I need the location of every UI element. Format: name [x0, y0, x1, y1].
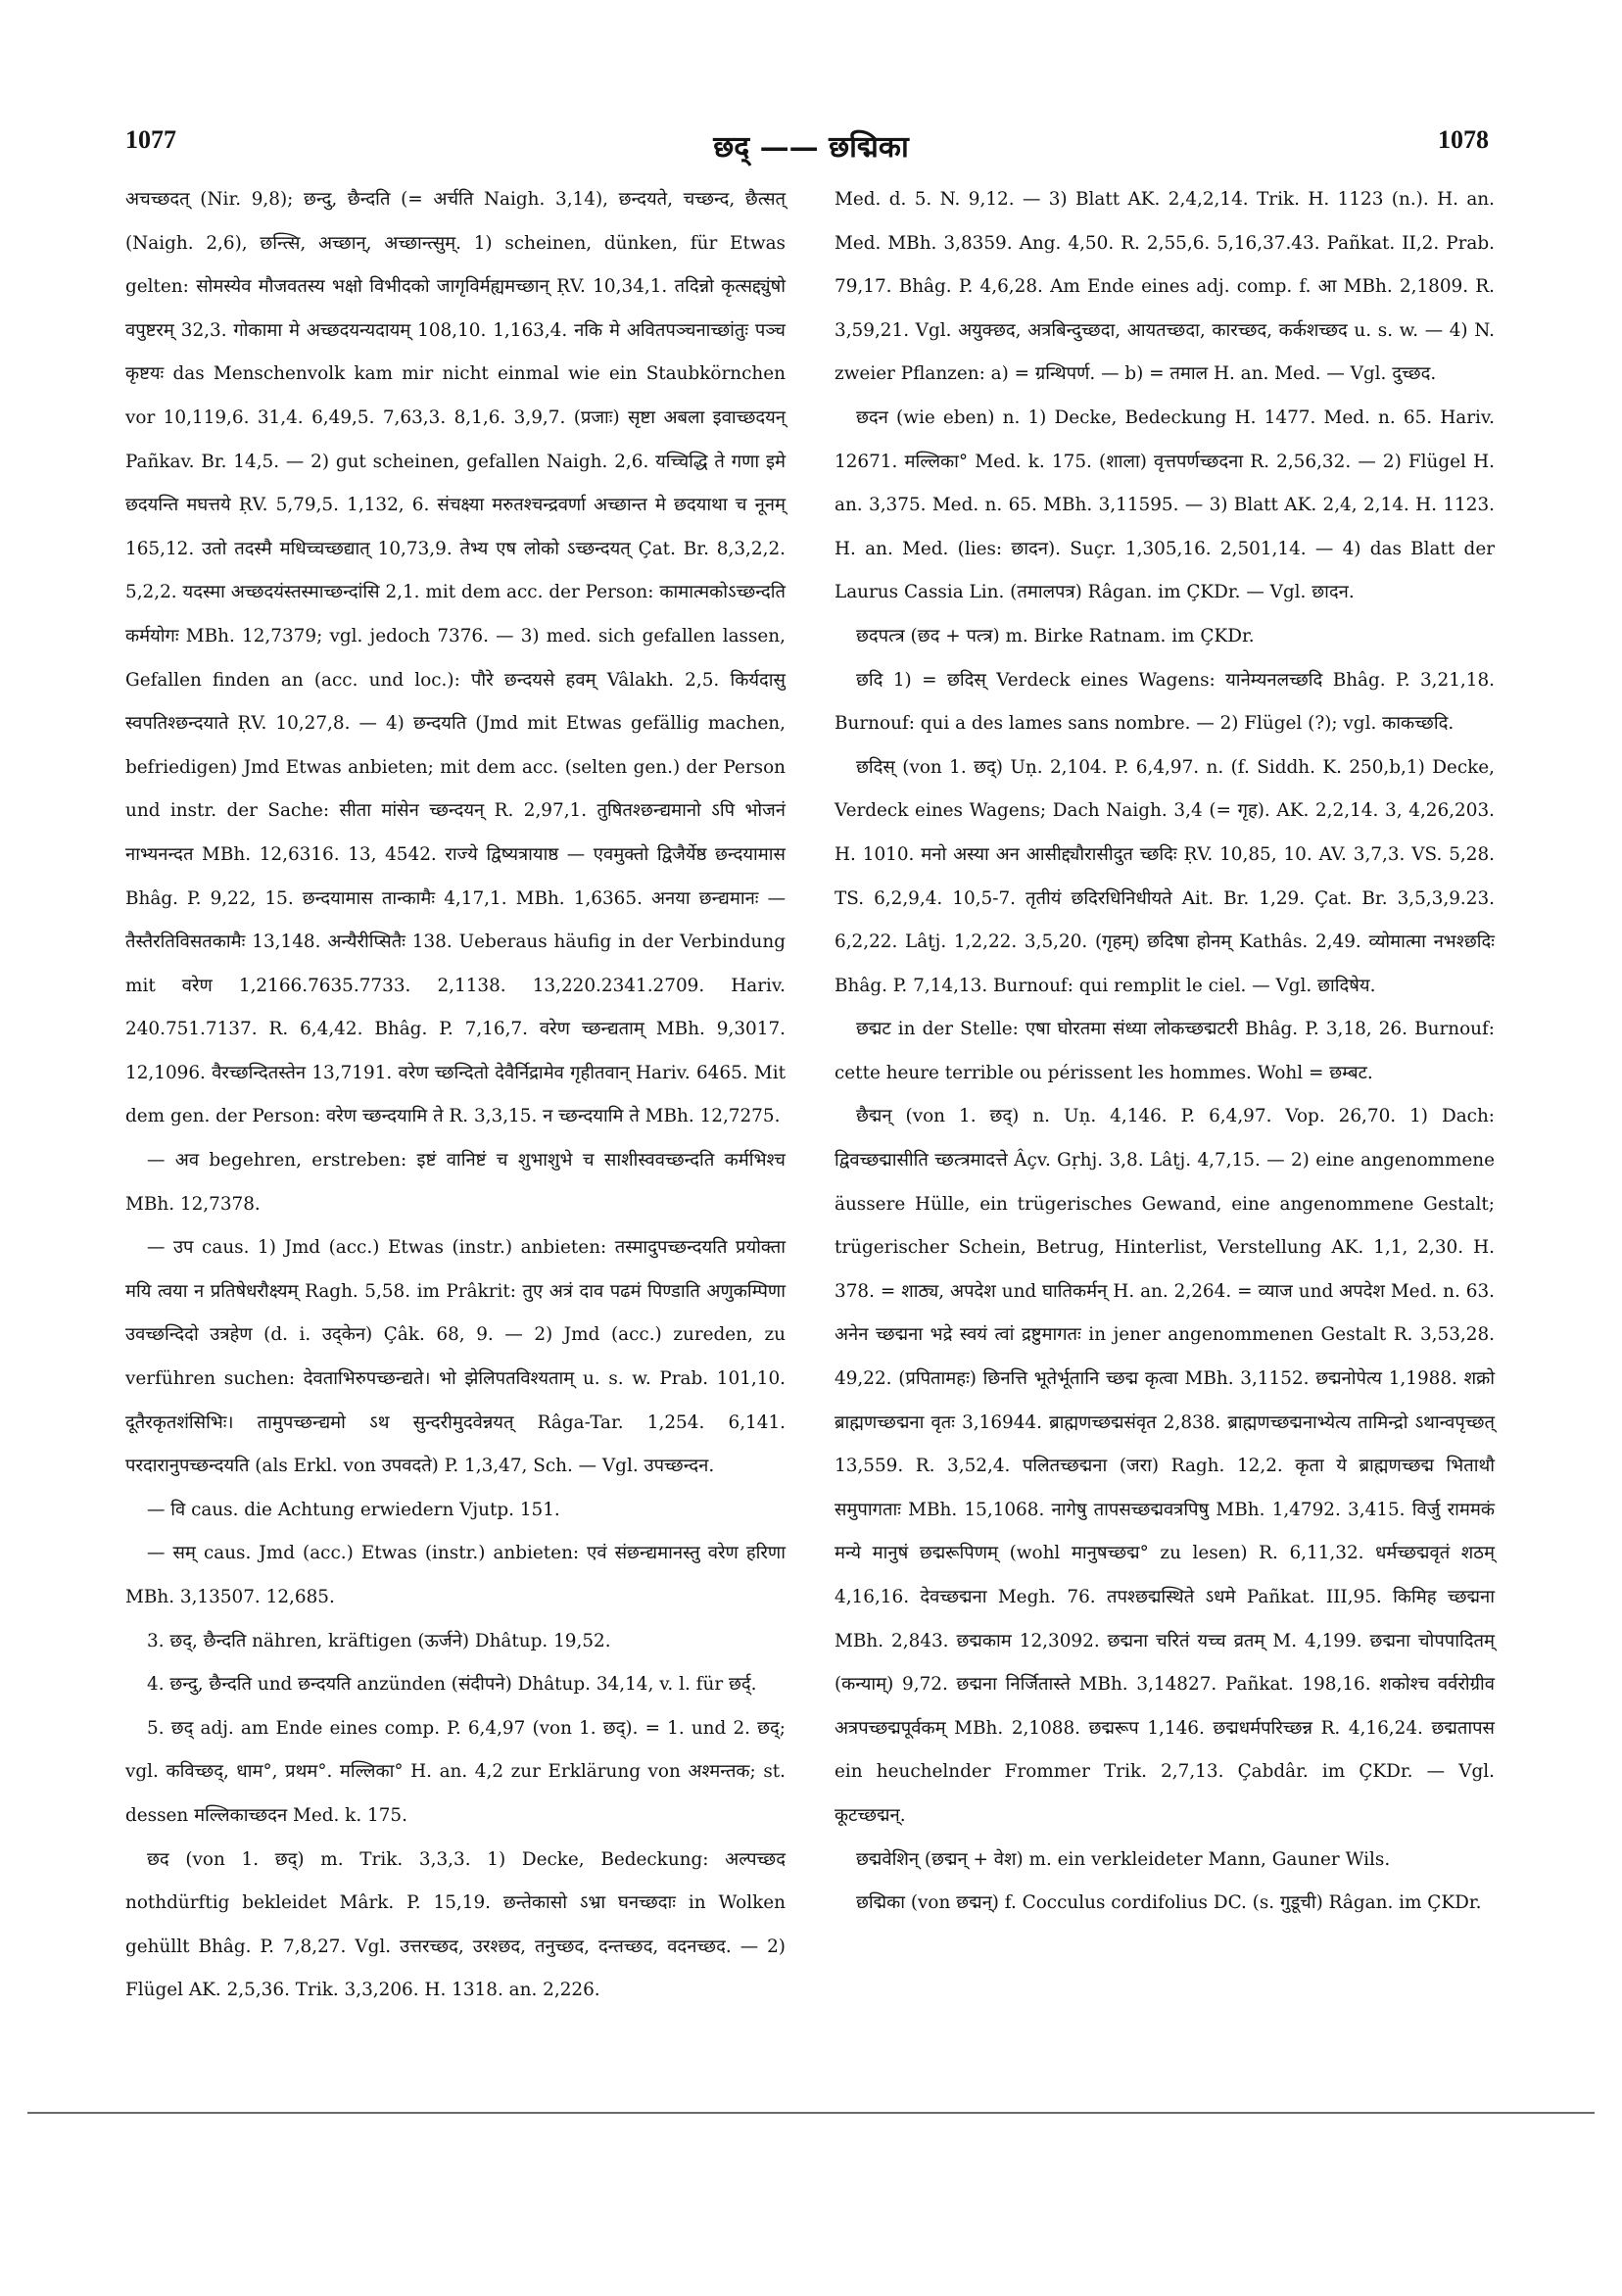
entry-paragraph: छदि 1) = छदिस् Verdeck eines Wagens: यानेम्यनलच्छदि Bhâg. P. 3,21,18. Burnouf: qui a des lames sans nombre. — 2) Flügel (?); vgl. काकच्छदि. [835, 669, 1495, 735]
left-column [125, 178, 786, 2001]
bottom-rule [27, 2112, 1595, 2114]
right-column [835, 178, 1495, 1971]
entry-paragraph: छद्मट in der Stelle: एषा घोरतमा संध्या लोकच्छद्मटरी Bhâg. P. 3,18, 26. Burnouf: cette heure terrible ou périssent les hommes. Wohl = छम्बट. [835, 1019, 1495, 1083]
entry-paragraph: छद्मिका (von छद्मन्) f. Cocculus cordifolius DC. (s. गुडूची) Râgan. im ÇKDr. [856, 1892, 1482, 1914]
entry-paragraph: छदिस् (von 1. छद्) Uṇ. 2,104. P. 6,4,97. n. (f. Siddh. K. 250,b,1) Decke, Verdeck eines Wagens; Dach Naigh. 3,4 (= गृह). AK. 2,2,14. 3, 4,26,203. H. 1010. मनो अस्या अन आसीद्द्यौरासीदुत च्छदिः ṚV. 10,85, 10. AV. 3,7,3. VS. 5,28. TS. 6,2,9,4. 10,5-7. तृतीयं छदिरधिनिधीयते Ait. Br. 1,29. Çat. Br. 3,5,3,9.23. 6,2,22. Lâṭj. 1,2,22. 3,5,20. (गृहम्) छदिषा होनम् Kathâs. 2,49. व्योमात्मा नभश्छदिः Bhâg. P. 7,14,13. Burnouf: qui remplit le ciel. — Vgl. छादिषेय. [835, 756, 1495, 996]
entry-paragraph: Med. d. 5. N. 9,12. — 3) Blatt AK. 2,4,2,14. Trik. H. 1123 (n.). H. an. Med. MBh. 3,8359. Ang. 4,50. R. 2,55,6. 5,16,37.43. Pañkat. II,2. Prab. 79,17. Bhâg. P. 4,6,28. Am Ende eines adj. comp. f. आ MBh. 2,1809. R. 3,59,21. Vgl. अयुक्छद, अत्रबिन्दुच्छदा, आयतच्छदा, कारच्छद, कर्कशच्छद u. s. w. — 4) N. zweier Pflanzen: a) = ग्रन्थिपर्ण. — b) = तमाल H. an. Med. — Vgl. दुच्छद. [835, 189, 1495, 385]
entry-paragraph: — उप caus. 1) Jmd (acc.) Etwas (instr.) anbieten: तस्मादुपच्छन्दयति प्रयोक्ता मयि त्वया न प्रतिषेधरौक्ष्यम् Ragh. 5,58. im Prâkrit: तुए अत्रं दाव पढमं पिण्डाति अणुकम्पिणा उवच्छन्दिदो उत्रहेण (d. i. उद्केन) Çâk. 68, 9. — 2) Jmd (acc.) zureden, zu verführen suchen: देवताभिरुपच्छन्द्यते। भो झेलिपतविश्यताम् u. s. w. Prab. 101,10. दूतैरकृतशंसिभिः। तामुपच्छन्द्यमो ऽथ सुन्दरीमुदवेन्नयत् Râga-Tar. 1,254. 6,141. परदारानुपच्छन्दयति (als Erkl. von उपवदते) P. 1,3,47, Sch. — Vgl. उपच्छन्दन. [125, 1237, 786, 1477]
entry-paragraph: छदपत्त्र (छद + पत्त्र) m. Birke Ratnam. im ÇKDr. [856, 625, 1255, 646]
entry-paragraph: — सम् caus. Jmd (acc.) Etwas (instr.) anbieten: एवं संछन्द्यमानस्तु वरेण हरिणा MBh. 3,13507. 12,685. [125, 1543, 786, 1607]
entry-paragraph: छद्मवेशिन् (छद्मन् + वेश) m. ein verkleideter Mann, Gauner Wils. [856, 1848, 1391, 1870]
page-number-right: 1078 [1438, 125, 1489, 154]
entry-paragraph: छैद्मन् (von 1. छद्) n. Uṇ. 4,146. P. 6,4,97. Vop. 26,70. 1) Dach: द्विवच्छद्मासीति च्छत्त्रमादत्ते Âçv. Gṛhj. 3,8. Lâṭj. 4,7,15. — 2) eine angenommene äussere Hülle, ein trügerisches Gewand, eine angenommene Gestalt; trügerischer Schein, Betrug, Hinterlist, Verstellung AK. 1,1, 2,30. H. 378. = शाठ्य, अपदेश und घातिकर्मन् H. an. 2,264. = व्याज und अपदेश Med. n. 63. अनेन च्छद्मना भद्रे स्वयं त्वां द्रष्टुमागतः in jener angenommenen Gestalt R. 3,53,28. 49,22. (प्रपितामहः) छिनत्ति भूतेर्भूतानि च्छद्म कृत्वा MBh. 3,1152. छद्मनोपेत्य 1,1988. शक्रो ब्राह्मणच्छद्मना वृतः 3,16944. ब्राह्मणच्छद्मसंवृत 2,838. ब्राह्मणच्छद्मनाभ्येत्य तामिन्द्रो ऽथान्वपृच्छत् 13,559. R. 3,52,4. पलितच्छद्मना (जरा) Ragh. 12,2. कृता ये ब्राह्मणच्छद्म भिताथौ समुपागताः MBh. 15,1068. नागेषु तापसच्छद्मवत्रपिषु MBh. 1,4792. 3,415. विर्जु राममकं मन्ये मानुषं छद्मरूपिणम् (wohl मानुषच्छद्म° zu lesen) R. 6,11,32. धर्मच्छद्मवृतं शठम् 4,16,16. देवच्छद्मना Megh. 76. तपश्छद्मस्थिते ऽधमे Pañkat. III,95. किमिह च्छद्मना MBh. 2,843. छद्मकाम 12,3092. छद्मना चरितं यच्च व्रतम् M. 4,199. छद्मना चोपपादितम् (कन्याम्) 9,72. छद्मना निर्जितास्ते MBh. 3,14827. Pañkat. 198,16. शकोश्च वर्वरोग्रीव अत्रपच्छद्मपूर्वकम् MBh. 2,1088. छद्मरूप 1,146. छद्मधर्मपरिच्छन्न R. 4,16,24. छद्मतापस ein heuchelnder Frommer Trik. 2,7,13. Çabdâr. im ÇKDr. — Vgl. कूटच्छद्मन्. [835, 1106, 1495, 1826]
entry-paragraph: 5. छद् adj. am Ende eines comp. P. 6,4,97 (von 1. छद्). = 1. und 2. छद्; vgl. कविच्छद्, धाम°, प्रथम°. मल्लिका° H. an. 4,2 zur Erklärung von अश्मन्तक; st. dessen मल्लिकाच्छदन Med. k. 175. [125, 1717, 786, 1826]
entry-paragraph: अचच्छदत् (Nir. 9,8); छन्दु, छैन्दति (= अर्चति Naigh. 3,14), छन्दयते, चच्छन्द, छैत्सत् (Naigh. 2,6), छन्त्सि, अच्छान्, अच्छान्त्सुम्. 1) scheinen, dünken, für Etwas gelten: सोमस्येव मौजवतस्य भक्षो विभीदको जागृविर्मह्यमच्छान् ṚV. 10,34,1. तदिन्नो कृत्सद्द्युंषो वपुष्टरम् 32,3. गोकामा मे अच्छदयन्यदायम् 108,10. 1,163,4. नकि मे अवितपञ्चनाच्छांतुः पञ्च कृष्टयः das Menschenvolk kam mir nicht einmal wie ein Staubkörnchen vor 10,119,6. 31,4. 6,49,5. 7,63,3. 8,1,6. 3,9,7. (प्रजाः) सृष्टा अबला इवाच्छदयन् Pañkav. Br. 14,5. — 2) gut scheinen, gefallen Naigh. 2,6. यच्चिद्धि ते गणा इमे छदयन्ति मघत्तये ṚV. 5,79,5. 1,132, 6. संचक्ष्या मरुतश्चन्द्रवर्णा अच्छान्त मे छदयाथा च नूनम् 165,12. उतो तदस्मै मधिच्चच्छद्यात् 10,73,9. तेभ्य एष लोको ऽच्छन्दयत् Çat. Br. 8,3,2,2. 5,2,2. यदस्मा अच्छदयंस्तस्माच्छन्दांसि 2,1. mit dem acc. der Person: कामात्मकोऽच्छन्दति कर्मयोगः MBh. 12,7379; vgl. jedoch 7376. — 3) med. sich gefallen lassen, Gefallen finden an (acc. und loc.): पौरे छन्दयसे हवम् Vâlakh. 2,5. किर्यदासु स्वपतिश्छन्दयाते ṚV. 10,27,8. — 4) छन्दयति (Jmd mit Etwas gefällig machen, befriedigen) Jmd Etwas anbieten; mit dem acc. (selten gen.) der Person und instr. der Sache: सीता मांसेन च्छन्दयन् R. 2,97,1. तुषितश्छन्द्यमानो ऽपि भोजनं नाभ्यनन्दत MBh. 12,6316. 13, 4542. राज्ये द्विष्यत्रायाष्ठ — एवमुक्तो द्विजैर्येष्ठ छन्दयामास Bhâg. P. 9,22, 15. छन्दयामास तान्कामैः 4,17,1. MBh. 1,6365. अनया छन्द्यमानः — तैस्तैरतिविसतकामैः 13,148. अन्यैरीप्सितैः 138. Ueberaus häufig in der Verbindung mit वरेण 1,2166.7635.7733. 2,1138. 13,220.2341.2709. Hariv. 240.751.7137. R. 6,4,42. Bhâg. P. 7,16,7. वरेण च्छन्द्यताम् MBh. 9,3017. 12,1096. वैरच्छन्दितस्तेन 13,7191. वरेण च्छन्दितो देवैर्निद्रामेव गृहीतवान् Hariv. 6465. Mit dem gen. der Person: वरेण च्छन्दयामि ते R. 3,3,15. न च्छन्दयामि ते MBh. 12,7275. [125, 189, 786, 1127]
entry-paragraph: — वि caus. die Achtung erwiedern Vjutp. 151. [147, 1499, 560, 1520]
page-header [0, 125, 1622, 165]
running-title: छद् —— छद्मिका [713, 130, 909, 165]
entry-paragraph: छद (von 1. छद्) m. Trik. 3,3,3. 1) Decke, Bedeckung: अल्पच्छद nothdürftig bekleidet Mârk. P. 15,19. छन्तेकासो ऽभ्रा घनच्छदाः in Wolken gehüllt Bhâg. P. 7,8,27. Vgl. उत्तरच्छद, उरश्छद, तनुच्छद, दन्तच्छद, वदनच्छद. — 2) Flügel AK. 2,5,36. Trik. 3,3,206. H. 1318. an. 2,226. [125, 1848, 786, 2001]
entry-paragraph: — अव begehren, erstreben: इष्टं वानिष्टं च शुभाशुभे च साशीस्ववच्छन्दति कर्मभिश्च MBh. 12,7378. [125, 1150, 786, 1215]
entry-paragraph: छदन (wie eben) n. 1) Decke, Bedeckung H. 1477. Med. n. 65. Hariv. 12671. मल्लिका° Med. k. 175. (शाला) वृत्तपर्णच्छदना R. 2,56,32. — 2) Flügel H. an. 3,375. Med. n. 65. MBh. 3,11595. — 3) Blatt AK. 2,4, 2,14. H. 1123. H. an. Med. (lies: छादन). Suçr. 1,305,16. 2,501,14. — 4) das Blatt der Laurus Cassia Lin. (तमालपत्र) Râgan. im ÇKDr. — Vgl. छादन. [835, 407, 1495, 603]
page-number-left: 1077 [125, 125, 176, 154]
entry-paragraph: 3. छद्, छैन्दति nähren, kräftigen (ऊर्जने) Dhâtup. 19,52. [147, 1630, 611, 1651]
entry-paragraph: 4. छन्दु, छैन्दति und छन्दयति anzünden (संदीपने) Dhâtup. 34,14, v. l. für छर्द्. [147, 1674, 757, 1696]
